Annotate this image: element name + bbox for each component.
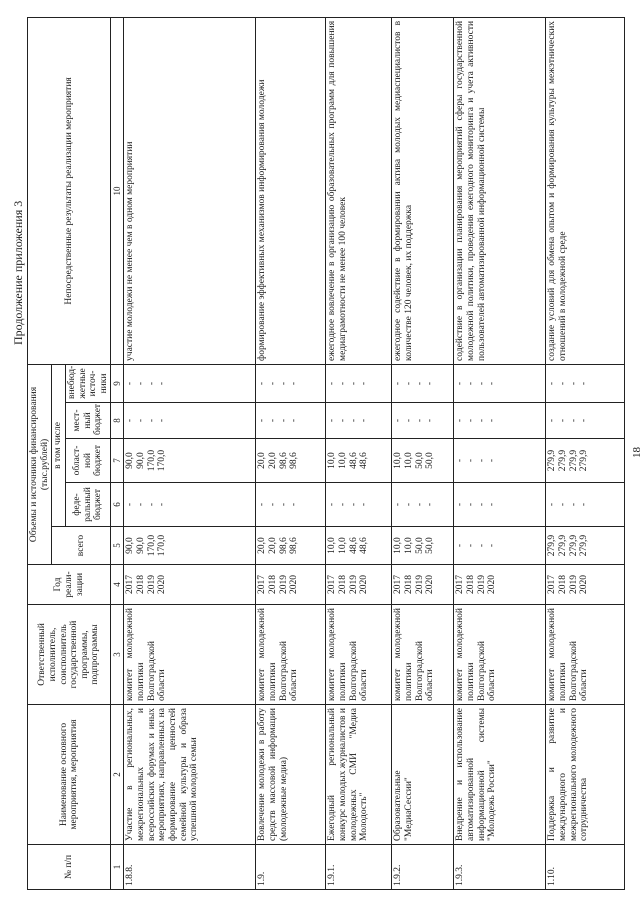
header-row <box>28 17 52 889</box>
event-name: Участие в региональных, межрегиональных и всероссийских форумах и иных мероприятиях, направленных на формирование ценностей семейной культуры и образа успешной молодой семьи <box>124 705 256 845</box>
column-number-row <box>111 17 124 889</box>
federal-budget-value: - <box>568 502 579 507</box>
year-list-value: 2019 <box>348 575 359 594</box>
regional-budget-value: 279,9 <box>579 449 590 472</box>
extra-budget-value: - <box>125 381 136 386</box>
regional-budget <box>124 439 256 483</box>
responsible-executor: комитет молодежной политики Волгоградской области <box>256 605 326 705</box>
responsible-executor: комитет молодежной политики Волгоградской области <box>546 605 625 705</box>
expected-result: ежегодное содействие в формировании актива молодых медиаспециалистов в количестве 120 человек, их поддержка <box>392 17 454 364</box>
extra-budget-value: - <box>487 381 498 386</box>
total-funding-value: 10,0 <box>338 537 348 554</box>
row-number: 1.9.2. <box>392 845 454 890</box>
regional-budget-value: 279,9 <box>558 449 568 472</box>
total-funding-value: 48,6 <box>348 537 359 554</box>
extra-budget-value: - <box>547 381 558 386</box>
local-budget <box>546 403 625 439</box>
local-budget-value: - <box>466 418 476 423</box>
regional-budget-value: 10,0 <box>404 452 414 469</box>
continuation-note: Продолжение приложения 3 <box>11 200 25 345</box>
regional-budget-value: 10,0 <box>338 452 348 469</box>
year-list-value: 2018 <box>558 575 568 594</box>
federal-budget-value: - <box>476 502 487 507</box>
extra-budget <box>392 364 454 402</box>
responsible-executor: комитет молодежной политики Волгоградской области <box>326 605 392 705</box>
federal-budget-value: - <box>278 502 289 507</box>
total-funding-value: 90,0 <box>125 537 136 554</box>
year-list-value: 2020 <box>487 575 498 594</box>
column-number: 1 <box>111 845 124 890</box>
regional-budget-value: - <box>487 458 498 463</box>
local-budget <box>256 403 326 439</box>
column-number: 5 <box>111 527 124 565</box>
total-funding-value: 279,9 <box>558 534 568 557</box>
total-funding-value: 279,9 <box>568 534 579 557</box>
local-budget-value: - <box>278 418 289 423</box>
regional-budget-value: 48,6 <box>348 452 359 469</box>
total-funding-value: - <box>487 543 498 548</box>
local-budget-value: - <box>136 418 146 423</box>
extra-budget <box>256 364 326 402</box>
total-funding <box>326 527 392 565</box>
total-funding-value: 98,6 <box>278 537 289 554</box>
total-funding <box>546 527 625 565</box>
regional-budget-value: 50,0 <box>414 452 425 469</box>
federal-budget <box>124 483 256 527</box>
extra-budget-value: - <box>455 381 466 386</box>
extra-budget-value: - <box>268 381 278 386</box>
total-funding-value: 50,0 <box>414 537 425 554</box>
total-funding <box>256 527 326 565</box>
row-number: 1.10. <box>546 845 625 890</box>
header-federal: феде-ральный бюджет <box>65 483 111 527</box>
federal-budget-value: - <box>136 502 146 507</box>
expected-result: участие молодежи не менее чем в одном мероприятии <box>124 17 256 364</box>
regional-budget-value: 10,0 <box>327 452 338 469</box>
extra-budget-value: - <box>466 381 476 386</box>
column-number: 6 <box>111 483 124 527</box>
regional-budget <box>326 439 392 483</box>
table-body <box>124 17 625 889</box>
local-budget-value: - <box>157 418 168 423</box>
extra-budget-value: - <box>348 381 359 386</box>
year-list <box>326 565 392 605</box>
table-row <box>546 17 625 889</box>
total-funding <box>454 527 546 565</box>
federal-budget <box>546 483 625 527</box>
federal-budget-value: - <box>146 502 157 507</box>
regional-budget-value: 170,0 <box>146 449 157 472</box>
column-number: 3 <box>111 605 124 705</box>
local-budget-value: - <box>404 418 414 423</box>
local-budget-value: - <box>289 418 300 423</box>
regional-budget-value: - <box>476 458 487 463</box>
year-list <box>124 565 256 605</box>
year-list-value: 2017 <box>257 575 268 594</box>
expected-result: формирование эффективных механизмов информирования молодежи <box>256 17 326 364</box>
extra-budget-value: - <box>393 381 404 386</box>
local-budget-value: - <box>568 418 579 423</box>
row-number: 1.9. <box>256 845 326 890</box>
federal-budget-value: - <box>466 502 476 507</box>
regional-budget-value: 90,0 <box>125 452 136 469</box>
federal-budget-value: - <box>157 502 168 507</box>
row-number: 1.9.1. <box>326 845 392 890</box>
local-budget-value: - <box>558 418 568 423</box>
local-budget-value: - <box>327 418 338 423</box>
year-list-value: 2017 <box>455 575 466 594</box>
expected-result: ежегодное вовлечение в организацию образовательных программ для повышения медиаграмотности не менее 100 человек <box>326 17 392 364</box>
extra-budget-value: - <box>579 381 590 386</box>
header-regional: област-ной бюджет <box>65 439 111 483</box>
column-number: 2 <box>111 705 124 845</box>
year-list-value: 2020 <box>425 575 436 594</box>
regional-budget-value: 10,0 <box>393 452 404 469</box>
year-list-value: 2017 <box>393 575 404 594</box>
header-results: Непосредственные результаты реализации мероприятия <box>28 17 111 364</box>
year-list-value: 2019 <box>476 575 487 594</box>
federal-budget-value: - <box>348 502 359 507</box>
extra-budget-value: - <box>558 381 568 386</box>
column-number: 8 <box>111 403 124 439</box>
column-number: 10 <box>111 17 124 364</box>
total-funding-value: 170,0 <box>157 534 168 557</box>
regional-budget-value: 50,0 <box>425 452 436 469</box>
year-list-value: 2019 <box>146 575 157 594</box>
header-name: Наименование основного мероприятия, мероприятия <box>28 705 111 845</box>
regional-budget <box>392 439 454 483</box>
extra-budget-value: - <box>278 381 289 386</box>
column-number: 4 <box>111 565 124 605</box>
regional-budget-value: 279,9 <box>568 449 579 472</box>
header-funding: Объемы и источники финансирования (тыс.рублей) <box>28 364 52 564</box>
year-list-value: 2020 <box>289 575 300 594</box>
local-budget-value: - <box>425 418 436 423</box>
extra-budget-value: - <box>414 381 425 386</box>
federal-budget-value: - <box>558 502 568 507</box>
year-list-value: 2018 <box>136 575 146 594</box>
year-list-value: 2017 <box>327 575 338 594</box>
local-budget-value: - <box>146 418 157 423</box>
local-budget-value: - <box>268 418 278 423</box>
table-row <box>392 17 454 889</box>
table-row <box>454 17 546 889</box>
page-number: 18 <box>631 447 643 458</box>
expected-result: создание условий для обмена опытом и формирования культуры межэтнических отношений в молодежной среде <box>546 17 625 364</box>
local-budget <box>392 403 454 439</box>
regional-budget-value: 170,0 <box>157 449 168 472</box>
extra-budget <box>124 364 256 402</box>
total-funding <box>392 527 454 565</box>
extra-budget-value: - <box>568 381 579 386</box>
column-number: 7 <box>111 439 124 483</box>
total-funding <box>124 527 256 565</box>
extra-budget-value: - <box>146 381 157 386</box>
responsible-executor: комитет молодежной политики Волгоградской области <box>124 605 256 705</box>
year-list-value: 2017 <box>125 575 136 594</box>
year-list-value: 2018 <box>404 575 414 594</box>
year-list-value: 2020 <box>579 575 590 594</box>
local-budget-value: - <box>338 418 348 423</box>
year-list <box>256 565 326 605</box>
regional-budget <box>256 439 326 483</box>
total-funding-value: 20,0 <box>268 537 278 554</box>
year-list <box>454 565 546 605</box>
local-budget <box>124 403 256 439</box>
year-list-value: 2018 <box>268 575 278 594</box>
year-list-value: 2020 <box>359 575 370 594</box>
extra-budget-value: - <box>338 381 348 386</box>
federal-budget-value: - <box>125 502 136 507</box>
extra-budget <box>546 364 625 402</box>
extra-budget-value: - <box>136 381 146 386</box>
federal-budget-value: - <box>268 502 278 507</box>
row-number: 1.9.3. <box>454 845 546 890</box>
total-funding-value: 20,0 <box>257 537 268 554</box>
local-budget-value: - <box>393 418 404 423</box>
year-list-value: 2019 <box>278 575 289 594</box>
year-list <box>392 565 454 605</box>
total-funding-value: 98,6 <box>289 537 300 554</box>
federal-budget-value: - <box>487 502 498 507</box>
extra-budget <box>326 364 392 402</box>
event-name: Образовательные "МедиаСессии" <box>392 705 454 845</box>
extra-budget-value: - <box>476 381 487 386</box>
extra-budget-value: - <box>359 381 370 386</box>
total-funding-value: - <box>476 543 487 548</box>
federal-budget-value: - <box>338 502 348 507</box>
regional-budget <box>546 439 625 483</box>
local-budget-value: - <box>125 418 136 423</box>
regional-budget-value: - <box>455 458 466 463</box>
regional-budget-value: 20,0 <box>257 452 268 469</box>
local-budget-value: - <box>487 418 498 423</box>
program-table <box>27 17 625 890</box>
federal-budget-value: - <box>359 502 370 507</box>
extra-budget-value: - <box>327 381 338 386</box>
local-budget-value: - <box>348 418 359 423</box>
regional-budget-value: - <box>466 458 476 463</box>
year-list-value: 2019 <box>568 575 579 594</box>
federal-budget-value: - <box>414 502 425 507</box>
table-row <box>124 17 256 889</box>
total-funding-value: 279,9 <box>579 534 590 557</box>
extra-budget <box>454 364 546 402</box>
event-name: Ежегодный региональный конкурс молодых журналистов и молодежных СМИ "Медиа Молодость" <box>326 705 392 845</box>
total-funding-value: 48,6 <box>359 537 370 554</box>
extra-budget-value: - <box>425 381 436 386</box>
total-funding-value: 10,0 <box>393 537 404 554</box>
event-name: Внедрение и использование автоматизированной информационной системы "Молодежь России" <box>454 705 546 845</box>
local-budget-value: - <box>414 418 425 423</box>
year-list-value: 2020 <box>157 575 168 594</box>
event-name: Поддержка и развитие международного и межрегионального молодежного сотрудничества <box>546 705 625 845</box>
header-num: № п/п <box>28 845 111 890</box>
responsible-executor: комитет молодежной политики Волгоградской области <box>392 605 454 705</box>
federal-budget-value: - <box>393 502 404 507</box>
local-budget <box>326 403 392 439</box>
total-funding-value: 279,9 <box>547 534 558 557</box>
extra-budget-value: - <box>257 381 268 386</box>
year-list-value: 2018 <box>466 575 476 594</box>
year-list-value: 2019 <box>414 575 425 594</box>
federal-budget-value: - <box>455 502 466 507</box>
local-budget <box>454 403 546 439</box>
regional-budget-value: 98,6 <box>278 452 289 469</box>
regional-budget-value: 48,6 <box>359 452 370 469</box>
regional-budget-value: 98,6 <box>289 452 300 469</box>
expected-result: содействие в организации планирования мероприятий сферы государственной молодежной политики, проведения ежегодного мониторинга и учета активности пользователей автоматизированной информационной системы <box>454 17 546 364</box>
extra-budget-value: - <box>157 381 168 386</box>
event-name: Вовлечение молодежи в работу средств массовой информации (молодежные медиа) <box>256 705 326 845</box>
federal-budget <box>392 483 454 527</box>
year-list <box>546 565 625 605</box>
total-funding-value: 10,0 <box>327 537 338 554</box>
federal-budget-value: - <box>404 502 414 507</box>
regional-budget-value: 90,0 <box>136 452 146 469</box>
local-budget-value: - <box>579 418 590 423</box>
row-number: 1.8.8. <box>124 845 256 890</box>
local-budget-value: - <box>359 418 370 423</box>
local-budget-value: - <box>455 418 466 423</box>
year-list-value: 2017 <box>547 575 558 594</box>
regional-budget-value: 20,0 <box>268 452 278 469</box>
federal-budget-value: - <box>547 502 558 507</box>
total-funding-value: 170,0 <box>146 534 157 557</box>
federal-budget-value: - <box>327 502 338 507</box>
extra-budget-value: - <box>404 381 414 386</box>
table-row <box>256 17 326 889</box>
federal-budget-value: - <box>579 502 590 507</box>
header-year: Год реали-зации <box>28 565 111 605</box>
local-budget-value: - <box>547 418 558 423</box>
regional-budget <box>454 439 546 483</box>
header-local: мест-ный бюджет <box>65 403 111 439</box>
header-responsible: Ответственный исполнитель, соисполнитель государственной программы, подпрограммы <box>28 605 111 705</box>
federal-budget-value: - <box>289 502 300 507</box>
federal-budget-value: - <box>257 502 268 507</box>
total-funding-value: - <box>455 543 466 548</box>
total-funding-value: 50,0 <box>425 537 436 554</box>
extra-budget-value: - <box>289 381 300 386</box>
header-total: всего <box>52 527 111 565</box>
year-list-value: 2018 <box>338 575 348 594</box>
header-extra: внебюд-жетные источ-ники <box>65 364 111 402</box>
total-funding-value: 90,0 <box>136 537 146 554</box>
column-number: 9 <box>111 364 124 402</box>
total-funding-value: 10,0 <box>404 537 414 554</box>
responsible-executor: комитет молодежной политики Волгоградской области <box>454 605 546 705</box>
federal-budget <box>256 483 326 527</box>
header-including: в том числе <box>52 364 66 526</box>
federal-budget-value: - <box>425 502 436 507</box>
federal-budget <box>326 483 392 527</box>
federal-budget <box>454 483 546 527</box>
table-row <box>326 17 392 889</box>
total-funding-value: - <box>466 543 476 548</box>
local-budget-value: - <box>257 418 268 423</box>
regional-budget-value: 279,9 <box>547 449 558 472</box>
local-budget-value: - <box>476 418 487 423</box>
